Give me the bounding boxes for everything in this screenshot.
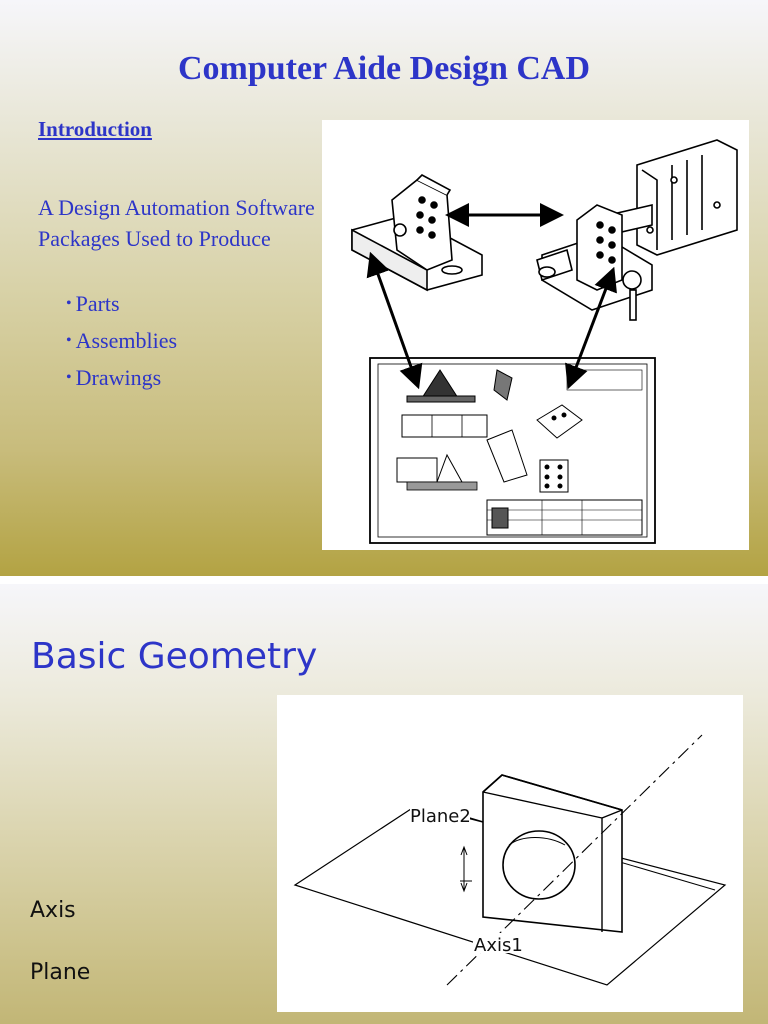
slide-basic-geometry bbox=[0, 584, 768, 1024]
list-item: • Parts bbox=[66, 291, 120, 316]
list-item: • Drawings bbox=[66, 365, 162, 390]
cad-illustration bbox=[322, 120, 749, 550]
engineering-drawing-sheet bbox=[370, 358, 655, 543]
body-text: A Design Automation Software Packages Used to Produce bbox=[38, 195, 315, 251]
bracket-part-left bbox=[352, 175, 482, 290]
slide-title: Basic Geometry bbox=[31, 636, 318, 677]
section-heading: Introduction bbox=[38, 117, 152, 141]
cad-parts-drawing-illustration bbox=[322, 120, 749, 550]
bullet-icon: • bbox=[66, 332, 72, 349]
label-axis: Axis bbox=[30, 898, 76, 923]
bullet-list bbox=[66, 288, 177, 399]
axis-label: Axis1 bbox=[474, 935, 523, 956]
assembly-part-right bbox=[537, 140, 737, 320]
bullet-icon: • bbox=[66, 369, 72, 386]
bullet-icon: • bbox=[66, 295, 72, 312]
label-plane: Plane bbox=[30, 960, 91, 985]
slide-title: Computer Aide Design CAD bbox=[177, 50, 591, 87]
geometry-illustration bbox=[277, 695, 743, 1012]
list-item: • Assemblies bbox=[66, 328, 178, 353]
plane-label: Plane2 bbox=[410, 806, 471, 827]
plane-axis-block-illustration bbox=[277, 695, 743, 1012]
cylinder-boss bbox=[503, 831, 575, 899]
